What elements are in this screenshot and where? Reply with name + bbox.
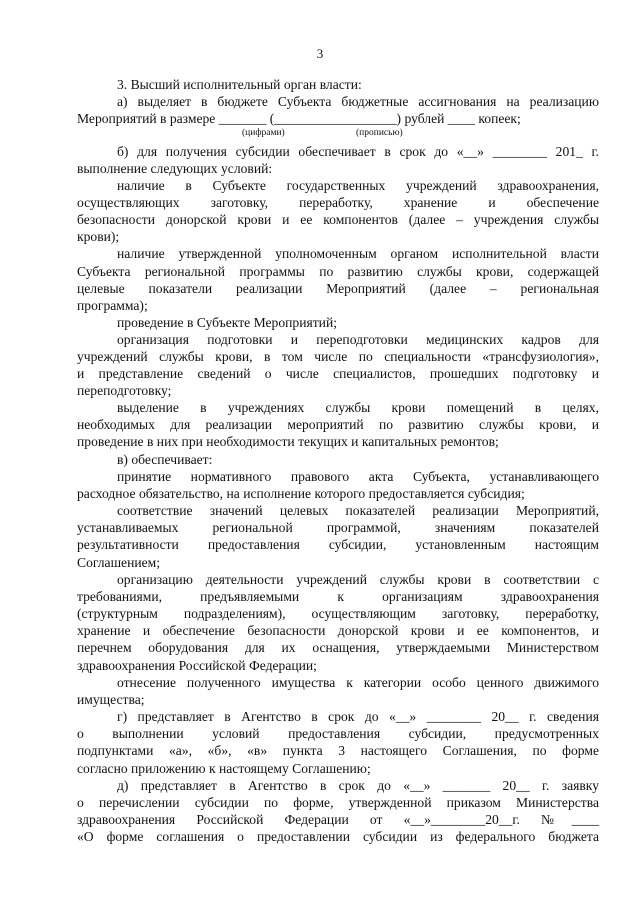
paragraph-line: (структурным подразделениям), осуществляющим заготовку, переработку, <box>77 606 599 621</box>
paragraph-line: выделение в учреждениях службы крови помещений в целях, <box>117 400 599 415</box>
paragraph-line: целевые показатели реализации Мероприятий (далее – региональная <box>77 281 599 296</box>
paragraph-line: проведение в Субъекте Мероприятий; <box>117 315 337 330</box>
paragraph-line: б) для получения субсидии обеспечивает в срок до «__» ________ 201_ г. <box>117 144 599 159</box>
paragraph-line: организация подготовки и переподготовки медицинских кадров для <box>117 332 599 347</box>
paragraph-line: выполнение следующих условий: <box>77 161 273 176</box>
paragraph-line: результативности предоставления субсидии, установленным настоящим <box>77 537 599 552</box>
subsection-v-heading: в) обеспечивает: <box>117 452 213 467</box>
paragraph-line: расходное обязательство, на исполнение которого предоставляется субсидия; <box>77 486 525 501</box>
paragraph-line: Соглашением; <box>77 555 161 570</box>
paragraph-line: г) представляет в Агентство в срок до «__» ________ 20__ г. сведения <box>117 709 599 724</box>
paragraph-line: Субъекта региональной программы по развитию службы крови, содержащей <box>77 264 599 279</box>
section-3-heading: 3. Высший исполнительный орган власти: <box>117 77 362 92</box>
paragraph-line: необходимых для реализации мероприятий по развитию службы крови, и <box>77 417 599 432</box>
paragraph-line: согласно приложению к настоящему Соглашению; <box>77 761 371 776</box>
paragraph-line: устанавливаемых региональной программой, значениям показателей <box>77 520 599 535</box>
paragraph-line: крови); <box>77 229 120 244</box>
paragraph-line: безопасности донорской крови и ее компонентов (далее – учреждения службы <box>77 212 599 227</box>
paragraph-line: организацию деятельности учреждений службы крови в соответствии с <box>117 572 599 587</box>
paragraph-line: программа); <box>77 298 148 313</box>
paragraph-line: наличие утвержденной уполномоченным органом исполнительной власти <box>117 246 599 261</box>
paragraph-line: здравоохранения Российской Федерации; <box>77 658 317 673</box>
paragraph-line: отнесение полученного имущества к категории особо ценного движимого <box>117 675 599 690</box>
paragraph-line: «О форме соглашения о предоставлении субсидии из федерального бюджета <box>77 829 599 844</box>
paragraph-line: о перечислении субсидии по форме, утвержденной приказом Министерства <box>77 795 599 810</box>
paragraph-line: соответствие значений целевых показателей реализации Мероприятий, <box>117 503 599 518</box>
paragraph-line: осуществляющих заготовку, переработку, хранение и обеспечение <box>77 195 599 210</box>
paragraph-line: подпунктами «а», «б», «в» пункта 3 настоящего Соглашения, по форме <box>77 743 599 758</box>
paragraph-line: принятие нормативного правового акта Субъекта, устанавливающего <box>117 469 599 484</box>
paragraph-line: д) представляет в Агентство в срок до «__» _______ 20__ г. заявку <box>117 778 599 793</box>
paragraph-line: перечнем оборудования для их оснащения, утверждаемыми Министерством <box>77 640 599 655</box>
paragraph-line: имущества; <box>77 692 145 707</box>
paragraph-line: а) выделяет в бюджете Субъекта бюджетные ассигнования на реализацию <box>117 94 599 109</box>
paragraph-line: здравоохранения Российской Федерации от «__»________20__г. №____ <box>77 812 599 827</box>
caption-words: (прописью) <box>356 128 403 138</box>
paragraph-line: о выполнении условий предоставления субсидии, предусмотренных <box>77 726 599 741</box>
paragraph-line: хранение и обеспечение безопасности донорской крови и ее компонентов, и <box>77 623 599 638</box>
caption-digits: (цифрами) <box>242 128 285 138</box>
paragraph-line: учреждений службы крови, в том числе по специальности «трансфузиология», <box>77 349 599 364</box>
page-number: 3 <box>316 46 324 61</box>
paragraph-line: требованиями, предъявляемыми к организациям здравоохранения <box>77 589 599 604</box>
paragraph-line: переподготовку; <box>77 383 172 398</box>
paragraph-line: проведение в них при необходимости текущих и капитальных ремонтов; <box>77 434 499 449</box>
paragraph-line: и представление сведений о числе специалистов, прошедших подготовку и <box>77 366 599 381</box>
paragraph-line: наличие в Субъекте государственных учреждений здравоохранения, <box>117 178 599 193</box>
paragraph-line-amount: Мероприятий в размере _______ (__________________) рублей ____ копеек; <box>77 111 521 126</box>
